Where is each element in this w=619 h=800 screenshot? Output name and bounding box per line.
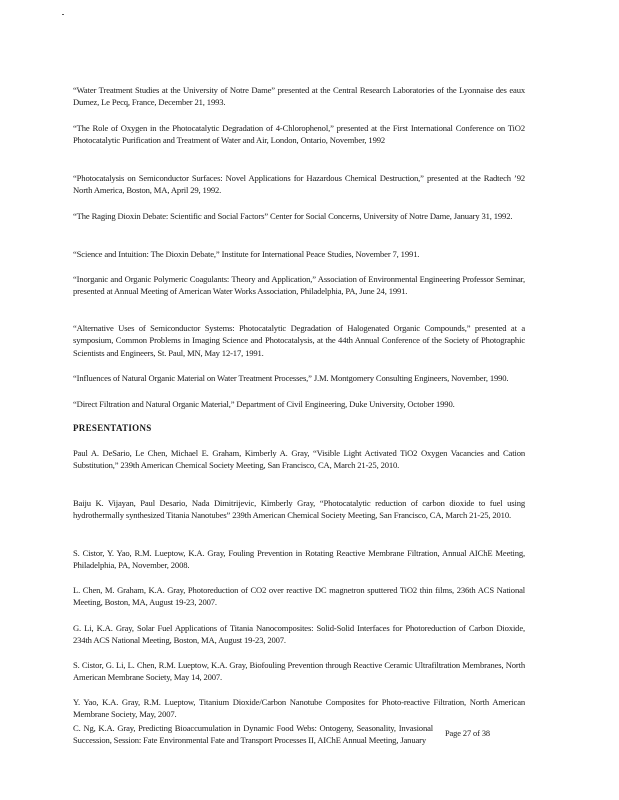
talk-entry: “Inorganic and Organic Polymeric Coagulants: Theory and Application,” Association of Environmental Engineering Professor Seminar, presented at Annual Meeting of American Water Works Association, Philadelphia, PA, June 24, 1991. xyxy=(73,274,525,297)
presentation-entry: G. Li, K.A. Gray, Solar Fuel Applications of Titania Nanocomposites: Solid-Solid Interfaces for Photoreduction of Carbon Dioxide, 234th ACS National Meeting, Boston, MA, August 19-23, 2007. xyxy=(73,623,525,646)
presentation-entry: S. Cistor, Y. Yao, R.M. Lueptow, K.A. Gray, Fouling Prevention in Rotating Reactive Membrane Filtration, Annual AIChE Meeting, Philadelphia, PA, November, 2008. xyxy=(73,548,525,571)
presentation-entry: C. Ng, K.A. Gray, Predicting Bioaccumulation in Dynamic Food Webs: Ontogeny, Seasonality, Invasional Succession, Session: Fate Environmental Fate and Transport Processes II, AIChE Annual Meeting, January xyxy=(73,723,433,746)
presentation-entry: Paul A. DeSario, Le Chen, Michael E. Graham, Kimberly A. Gray, “Visible Light Activated TiO2 Oxygen Vacancies and Cation Substitution,” 239th American Chemical Society Meeting, San Francisco, CA, March 21-25, 2010. xyxy=(73,448,525,471)
talk-entry: “The Raging Dioxin Debate: Scientific and Social Factors” Center for Social Concerns, University of Notre Dame, January 31, 1992. xyxy=(73,211,513,221)
scan-speck xyxy=(62,14,64,15)
presentation-entry: Baiju K. Vijayan, Paul Desario, Nada Dimitrijevic, Kimberly Gray, “Photocatalytic reduction of carbon dioxide to fuel using hydrothermally synthesized Titania Nanotubes” 239th American Chemical Society Meeting, San Francisco, CA, March 21-25, 2010. xyxy=(73,498,525,521)
presentations-heading: PRESENTATIONS xyxy=(73,423,152,433)
talk-entry: “Science and Intuition: The Dioxin Debate,” Institute for International Peace Studies, November 7, 1991. xyxy=(73,249,420,259)
talk-entry: “Water Treatment Studies at the University of Notre Dame” presented at the Central Research Laboratories of the Lyonnaise des eaux Dumez, Le Pecq, France, December 21, 1993. xyxy=(73,85,525,108)
talk-entry: “Direct Filtration and Natural Organic Material,” Department of Civil Engineering, Duke University, October 1990. xyxy=(73,399,455,409)
presentation-entry: L. Chen, M. Graham, K.A. Gray, Photoreduction of CO2 over reactive DC magnetron sputtered TiO2 thin films, 236th ACS National Meeting, Boston, MA, August 19-23, 2007. xyxy=(73,585,525,608)
presentation-entry: S. Cistor, G. Li, L. Chen, R.M. Lueptow, K.A. Gray, Biofouling Prevention through Reactive Ceramic Ultrafiltration Membranes, North American Membrane Society, May 14, 2007. xyxy=(73,660,525,683)
presentation-entry: Y. Yao, K.A. Gray, R.M. Lueptow, Titanium Dioxide/Carbon Nanotube Composites for Photo-reactive Filtration, North American Membrane Society, May, 2007. xyxy=(73,697,525,720)
talk-entry: “Influences of Natural Organic Material on Water Treatment Processes,” J.M. Montgomery Consulting Engineers, November, 1990. xyxy=(73,373,509,383)
talk-entry: “Alternative Uses of Semiconductor Systems: Photocatalytic Degradation of Halogenated Organic Compounds,” presented at a symposium, Common Problems in Imaging Science and Photocatalysis, at the 44th Annual Conference of the Society of Photographic Scientists and Engineers, St. Paul, MN, May 12-17, 1991. xyxy=(73,323,525,358)
talk-entry: “Photocatalysis on Semiconductor Surfaces: Novel Applications for Hazardous Chemical Destruction,” presented at the Radtech ’92 North America, Boston, MA, April 29, 1992. xyxy=(73,173,525,196)
talk-entry: “The Role of Oxygen in the Photocatalytic Degradation of 4-Chlorophenol,” presented at the First International Conference on TiO2 Photocatalytic Purification and Treatment of Water and Air, London, Ontario, November, 1992 xyxy=(73,123,525,146)
page-number: Page 27 of 38 xyxy=(445,729,490,738)
